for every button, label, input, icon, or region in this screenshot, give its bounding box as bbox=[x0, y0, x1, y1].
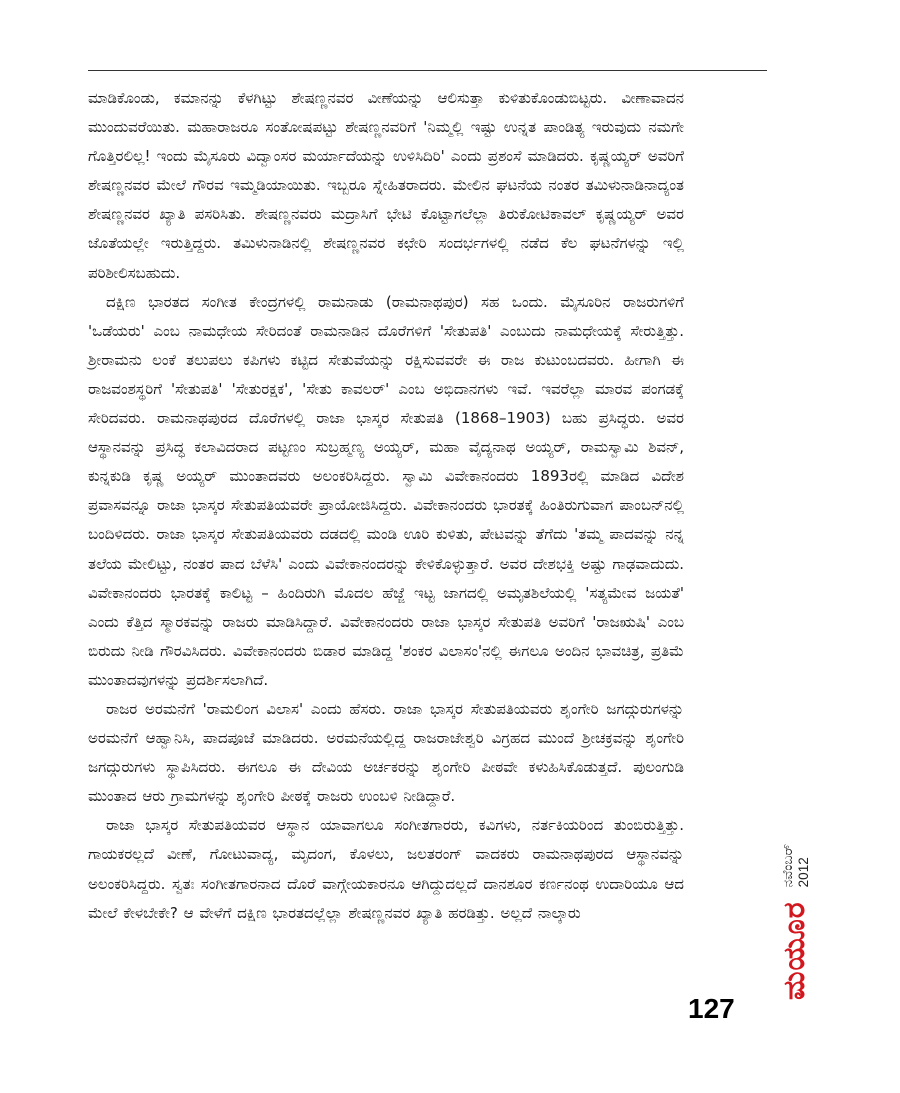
issue-date: ನವೆಂಬರ್ 2012 bbox=[779, 843, 811, 888]
header-rule bbox=[88, 70, 767, 71]
paragraph-3: ರಾಜರ ಅರಮನೆಗೆ 'ರಾಮಲಿಂಗ ವಿಲಾಸ' ಎಂದು ಹೆಸರು. ರಾಜಾ ಭಾಸ್ಕರ ಸೇತುಪತಿಯವರು ಶೃಂಗೇರಿ ಜಗದ್ಗುರುಗಳನ್ನು ಅರಮನೆಗೆ ಆಹ್ವಾನಿಸಿ, ಪಾದಪೂಜೆ ಮಾಡಿದರು. ಅರಮನೆಯಲ್ಲಿದ್ದ ರಾಜರಾಜೇಶ್ವರಿ ವಿಗ್ರಹದ ಮುಂದೆ ಶ್ರೀಚಕ್ರವನ್ನು ಶೃಂಗೇರಿ ಜಗದ್ಗುರುಗಳು ಸ್ಥಾಪಿಸಿದರು. ಈಗಲೂ ಈ ದೇವಿಯ ಅರ್ಚಕರನ್ನು ಶೃಂಗೇರಿ ಪೀಠವೇ ಕಳುಹಿಸಿಕೊಡುತ್ತದೆ. ಪುಲಂಗುಡಿ ಮುಂತಾದ ಆರು ಗ್ರಾಮಗಳನ್ನು ಶೃಂಗೇರಿ ಪೀಠಕ್ಕೆ ರಾಜರು ಉಂಬಳಿ ನೀಡಿದ್ದಾರೆ. bbox=[88, 699, 684, 806]
article-body bbox=[88, 84, 684, 1064]
paragraph-4: ರಾಜಾ ಭಾಸ್ಕರ ಸೇತುಪತಿಯವರ ಆಸ್ಥಾನ ಯಾವಾಗಲೂ ಸಂಗೀತಗಾರರು, ಕವಿಗಳು, ನರ್ತಕಿಯರಿಂದ ತುಂಬಿರುತ್ತಿತ್ತು. ಗಾಯಕರಲ್ಲದೆ ವೀಣೆ, ಗೋಟುವಾದ್ಯ, ಮೃದಂಗ, ಕೊಳಲು, ಜಲತರಂಗ್ ವಾದಕರು ರಾಮನಾಥಪುರದ ಆಸ್ಥಾನವನ್ನು ಅಲಂಕರಿಸಿದ್ದರು. ಸ್ವತಃ ಸಂಗೀತಗಾರನಾದ ದೊರೆ ವಾಗ್ಗೇಯಕಾರನೂ ಆಗಿದ್ದುದಲ್ಲದೆ ದಾನಶೂರ ಕರ್ಣನಂಥ ಉದಾರಿಯೂ ಆದ ಮೇಲೆ ಕೇಳಬೇಕೇ? ಆ ವೇಳೆಗೆ ದಕ್ಷಿಣ ಭಾರತದಲ್ಲೆಲ್ಲಾ ಶೇಷಣ್ಣನವರ ಖ್ಯಾತಿ ಹರಡಿತ್ತು. ಅಲ್ಲದೆ ನಾಲ್ಕಾರು bbox=[88, 816, 684, 922]
magazine-logo: ಮಯೂರ bbox=[777, 901, 812, 1000]
paragraph-1: ಮಾಡಿಕೊಂಡು, ಕಮಾನನ್ನು ಕೆಳಗಿಟ್ಟು ಶೇಷಣ್ಣನವರ ವೀಣೆಯನ್ನು ಆಲಿಸುತ್ತಾ ಕುಳಿತುಕೊಂಡುಬಿಟ್ಟರು. ವೀಣಾವಾದನ ಮುಂದುವರೆಯಿತು. ಮಹಾರಾಜರೂ ಸಂತೋಷಪಟ್ಟು ಶೇಷಣ್ಣನವರಿಗೆ 'ನಿಮ್ಮಲ್ಲಿ ಇಷ್ಟು ಉನ್ನತ ಪಾಂಡಿತ್ಯ ಇರುವುದು ನಮಗೇ ಗೊತ್ತಿರಲಿಲ್ಲ! ಇಂದು ಮೈಸೂರು ವಿದ್ವಾಂಸರ ಮರ್ಯಾದೆಯನ್ನು ಉಳಿಸಿದಿರಿ' ಎಂದು ಪ್ರಶಂಸೆ ಮಾಡಿದರು. ಕೃಷ್ಣಯ್ಯರ್ ಅವರಿಗೆ ಶೇಷಣ್ಣನವರ ಮೇಲೆ ಗೌರವ ಇಮ್ಮಡಿಯಾಯಿತು. ಇಬ್ಬರೂ ಸ್ನೇಹಿತರಾದರು. ಮೇಲಿನ ಘಟನೆಯ ನಂತರ ತಮಿಳುನಾಡಿನಾದ್ಯಂತ ಶೇಷಣ್ಣನವರ ಖ್ಯಾತಿ ಪಸರಿಸಿತು. ಶೇಷಣ್ಣನವರು ಮದ್ರಾಸಿಗೆ ಭೇಟಿ ಕೊಟ್ಟಾಗಲೆಲ್ಲಾ ತಿರುಕೋಟಿಕಾವಲ್ ಕೃಷ್ಣಯ್ಯರ್ ಅವರ ಜೊತೆಯಲ್ಲೇ ಇರುತ್ತಿದ್ದರು. ತಮಿಳುನಾಡಿನಲ್ಲಿ ಶೇಷಣ್ಣನವರ ಕಛೇರಿ ಸಂದರ್ಭಗಳಲ್ಲಿ ನಡೆದ ಕೆಲ ಘಟನೆಗಳನ್ನು ಇಲ್ಲಿ ಪರಿಶೀಲಿಸಬಹುದು. bbox=[88, 89, 684, 282]
page-number: 127 bbox=[688, 993, 735, 1024]
paragraph-2: ದಕ್ಷಿಣ ಭಾರತದ ಸಂಗೀತ ಕೇಂದ್ರಗಳಲ್ಲಿ ರಾಮನಾಡು (ರಾಮನಾಥಪುರ) ಸಹ ಒಂದು. ಮೈಸೂರಿನ ರಾಜರುಗಳಿಗೆ 'ಒಡೆಯರು' ಎಂಬ ನಾಮಧೇಯ ಸೇರಿದಂತೆ ರಾಮನಾಡಿನ ದೊರೆಗಳಿಗೆ 'ಸೇತುಪತಿ' ಎಂಬುದು ನಾಮಧೇಯಕ್ಕೆ ಸೇರುತ್ತಿತ್ತು. ಶ್ರೀರಾಮನು ಲಂಕೆ ತಲುಪಲು ಕಪಿಗಳು ಕಟ್ಟಿದ ಸೇತುವೆಯನ್ನು ರಕ್ಷಿಸುವವರೇ ಈ ರಾಜ ಕುಟುಂಬದವರು. ಹೀಗಾಗಿ ಈ ರಾಜವಂಶಸ್ಥರಿಗೆ 'ಸೇತುಪತಿ' 'ಸೇತುರಕ್ಷಕ', 'ಸೇತು ಕಾವಲರ್' ಎಂಬ ಅಭಿದಾನಗಳು ಇವೆ. ಇವರೆಲ್ಲಾ ಮಾರವ ಪಂಗಡಕ್ಕೆ ಸೇರಿದವರು. ರಾಮನಾಥಪುರದ ದೊರೆಗಳಲ್ಲಿ ರಾಜಾ ಭಾಸ್ಕರ ಸೇತುಪತಿ (1868–1903) ಬಹು ಪ್ರಸಿದ್ಧರು. ಅವರ ಆಸ್ಥಾನವನ್ನು ಪ್ರಸಿದ್ಧ ಕಲಾವಿದರಾದ ಪಟ್ಟಣಂ ಸುಬ್ರಹ್ಮಣ್ಯ ಅಯ್ಯರ್, ಮಹಾ ವೈದ್ಯನಾಥ ಅಯ್ಯರ್, ರಾಮಸ್ವಾಮಿ ಶಿವನ್, ಕುನ್ನಕುಡಿ ಕೃಷ್ಣ ಅಯ್ಯರ್ ಮುಂತಾದವರು ಅಲಂಕರಿಸಿದ್ದರು. ಸ್ವಾಮಿ ವಿವೇಕಾನಂದರು 1893ರಲ್ಲಿ ಮಾಡಿದ ವಿದೇಶ ಪ್ರವಾಸವನ್ನೂ ರಾಜಾ ಭಾಸ್ಕರ ಸೇತುಪತಿಯವರೇ ಪ್ರಾಯೋಜಿಸಿದ್ದರು. ವಿವೇಕಾನಂದರು ಭಾರತಕ್ಕೆ ಹಿಂತಿರುಗುವಾಗ ಪಾಂಬನ್‌ನಲ್ಲಿ ಬಂದಿಳಿದರು. ರಾಜಾ ಭಾಸ್ಕರ ಸೇತುಪತಿಯವರು ದಡದಲ್ಲಿ ಮಂಡಿ ಊರಿ ಕುಳಿತು, ಪೇಟವನ್ನು ತೆಗೆದು 'ತಮ್ಮ ಪಾದವನ್ನು ನನ್ನ ತಲೆಯ ಮೇಲಿಟ್ಟು, ನಂತರ ಪಾದ ಬೆಳೆಸಿ' ಎಂದು ವಿವೇಕಾನಂದರನ್ನು ಕೇಳಿಕೊಳ್ಳುತ್ತಾರೆ. ಅವರ ದೇಶಭಕ್ತಿ ಅಷ್ಟು ಗಾಢವಾದುದು. ವಿವೇಕಾನಂದರು ಭಾರತಕ್ಕೆ ಕಾಲಿಟ್ಟ – ಹಿಂದಿರುಗಿ ಮೊದಲ ಹೆಜ್ಜೆ ಇಟ್ಟ ಜಾಗದಲ್ಲಿ ಅಮೃತಶಿಲೆಯಲ್ಲಿ 'ಸತ್ಯಮೇವ ಜಯತೆ' ಎಂದು ಕೆತ್ತಿದ ಸ್ಮಾರಕವನ್ನು ರಾಜರು ಮಾಡಿಸಿದ್ದಾರೆ. ವಿವೇಕಾನಂದರು ರಾಜಾ ಭಾಸ್ಕರ ಸೇತುಪತಿ ಅವರಿಗೆ 'ರಾಜಋಷಿ' ಎಂಬ ಬಿರುದು ನೀಡಿ ಗೌರವಿಸಿದರು. ವಿವೇಕಾನಂದರು ಬಿಡಾರ ಮಾಡಿದ್ದ 'ಶಂಕರ ವಿಲಾಸಂ'ನಲ್ಲಿ ಈಗಲೂ ಅಂದಿನ ಭಾವಚಿತ್ರ, ಪ್ರತಿಮೆ ಮುಂತಾದವುಗಳನ್ನು ಪ್ರದರ್ಶಿಸಲಾಗಿದೆ. bbox=[88, 292, 684, 689]
